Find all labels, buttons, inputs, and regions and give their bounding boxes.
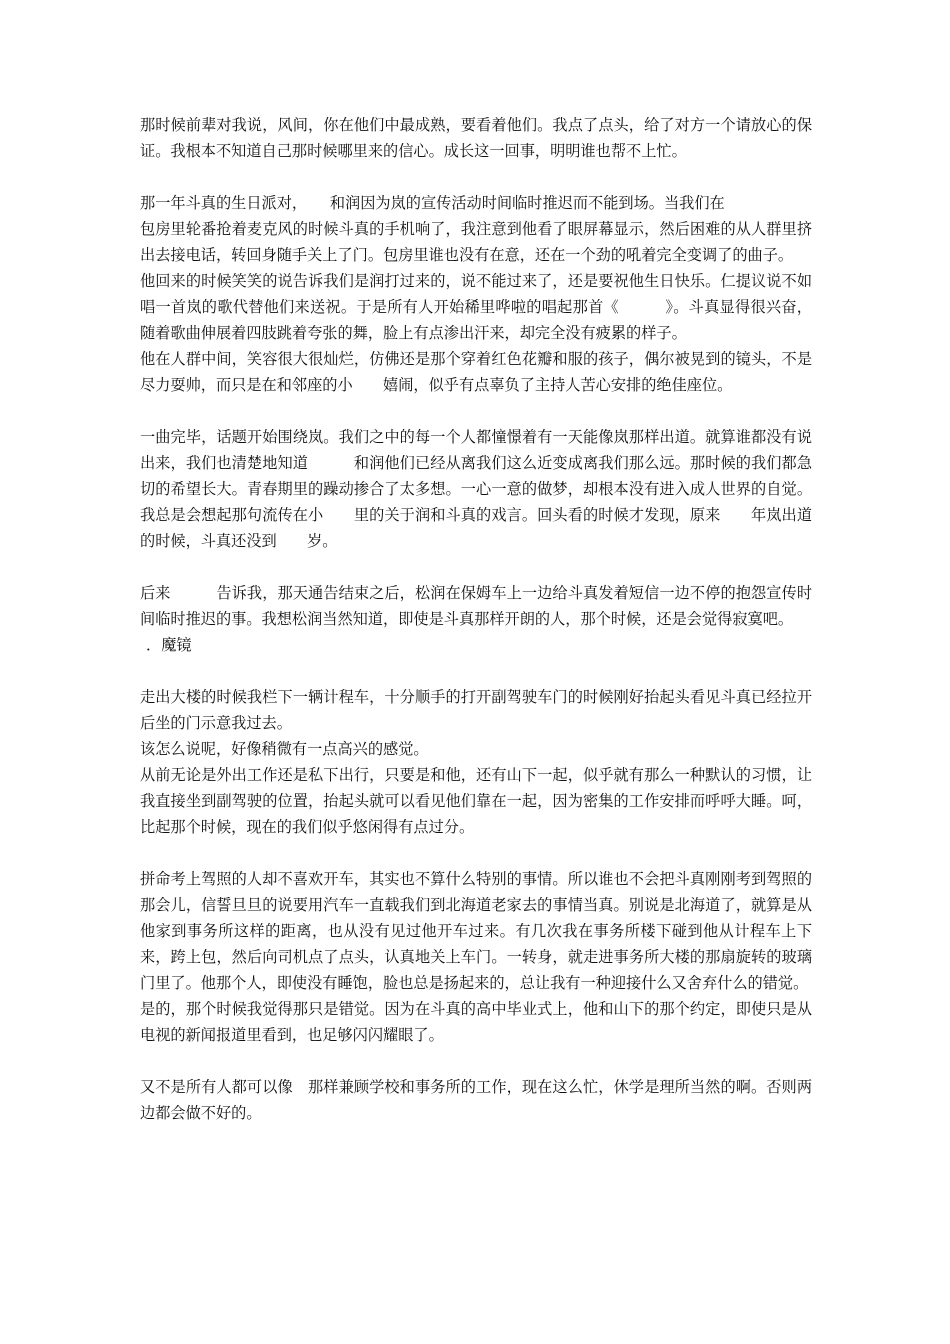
paragraph: 那时候前辈对我说，风间，你在他们中最成熟，要看着他们。我点了点头，给了对方一个请放心的保证。我根本不知道自己那时候哪里来的信心。成长这一回事，明明谁也帮不上忙。 bbox=[140, 116, 812, 160]
paragraph: 后来 告诉我，那天通告结束之后，松润在保姆车上一边给斗真发着短信一边不停的抱怨宣传时间临时推迟的事。我想松润当然知道，即使是斗真那样开朗的人，那个时候，还是会觉得寂寞吧。 bbox=[140, 584, 812, 628]
paragraph: 该怎么说呢，好像稍微有一点高兴的感觉。 bbox=[140, 740, 429, 758]
paragraph: 走出大楼的时候我栏下一辆计程车，十分顺手的打开副驾驶车门的时候刚好抬起头看见斗真已经拉开后坐的门示意我过去。 bbox=[140, 688, 812, 732]
paragraph: 他回来的时候笑笑的说告诉我们是润打过来的，说不能过来了，还是要祝他生日快乐。仁提议说不如唱一首岚的歌代替他们来送祝。于是所有人开始稀里哗啦的唱起那首《 》。斗真显得很兴奋，随着歌曲伸展着四肢跳着夸张的舞，脸上有点渗出汗来，却完全没有疲累的样子。 bbox=[140, 272, 812, 342]
paragraph: 包房里轮番抢着麦克风的时候斗真的手机响了，我注意到他看了眼屏幕显示，然后困难的从人群里挤出去接电话，转回身随手关上了门。包房里谁也没有在意，还在一个劲的吼着完全变调了的曲子。 bbox=[140, 220, 812, 264]
paragraph: 又不是所有人都可以像 那样兼顾学校和事务所的工作，现在这么忙，休学是理所当然的啊。否则两边都会做不好的。 bbox=[140, 1078, 812, 1122]
paragraph: 拼命考上驾照的人却不喜欢开车，其实也不算什么特别的事情。所以谁也不会把斗真刚刚考到驾照的那会儿，信誓旦旦的说要用汽车一直载我们到北海道老家去的事情当真。别说是北海道了，就算是从他家到事务所这样的距离，也从没有见过他开车过来。有几次我在事务所楼下碰到他从计程车上下来，跨上包，然后向司机点了点头，认真地关上车门。一转身，就走进事务所大楼的那扇旋转的玻璃门里了。他那个人，即使没有睡饱，脸也总是扬起来的，总让我有一种迎接什么又舍弃什么的错觉。 bbox=[140, 870, 812, 992]
paragraph: 那一年斗真的生日派对， 和润因为岚的宣传活动时间临时推迟而不能到场。当我们在 bbox=[140, 194, 725, 212]
document-page bbox=[140, 112, 812, 1126]
paragraph-spacer bbox=[140, 164, 812, 190]
paragraph-spacer bbox=[140, 840, 812, 866]
paragraph-spacer bbox=[140, 398, 812, 424]
paragraph: 从前无论是外出工作还是私下出行，只要是和他，还有山下一起，似乎就有那么一种默认的习惯，让我直接坐到副驾驶的位置，抬起头就可以看见他们靠在一起，因为密集的工作安排而呼呼大睡。呵，比起那个时候，现在的我们似乎悠闲得有点过分。 bbox=[140, 766, 812, 836]
paragraph-spacer bbox=[140, 1048, 812, 1074]
section-heading: ．魔镜 bbox=[146, 636, 192, 654]
paragraph-spacer bbox=[140, 658, 812, 684]
paragraph: 一曲完毕，话题开始围绕岚。我们之中的每一个人都憧憬着有一天能像岚那样出道。就算谁都没有说出来，我们也清楚地知道 和润他们已经从离我们这么近变成离我们那么远。那时候的我们都急切的希望长大。青春期里的躁动掺合了太多想。一心一意的做梦，却根本没有进入成人世界的自觉。我总是会想起那句流传在小 里的关于润和斗真的戏言。回头看的时候才发现，原来 年岚出道的时候，斗真还没到 岁。 bbox=[140, 428, 812, 550]
paragraph-spacer bbox=[140, 554, 812, 580]
paragraph: 是的，那个时候我觉得那只是错觉。因为在斗真的高中毕业式上，他和山下的那个约定，即使只是从电视的新闻报道里看到，也足够闪闪耀眼了。 bbox=[140, 1000, 812, 1044]
paragraph: 他在人群中间，笑容很大很灿烂，仿佛还是那个穿着红色花瓣和服的孩子，偶尔被晃到的镜头，不是尽力耍帅，而只是在和邻座的小 嬉闹，似乎有点辜负了主持人苦心安排的绝佳座位。 bbox=[140, 350, 812, 394]
